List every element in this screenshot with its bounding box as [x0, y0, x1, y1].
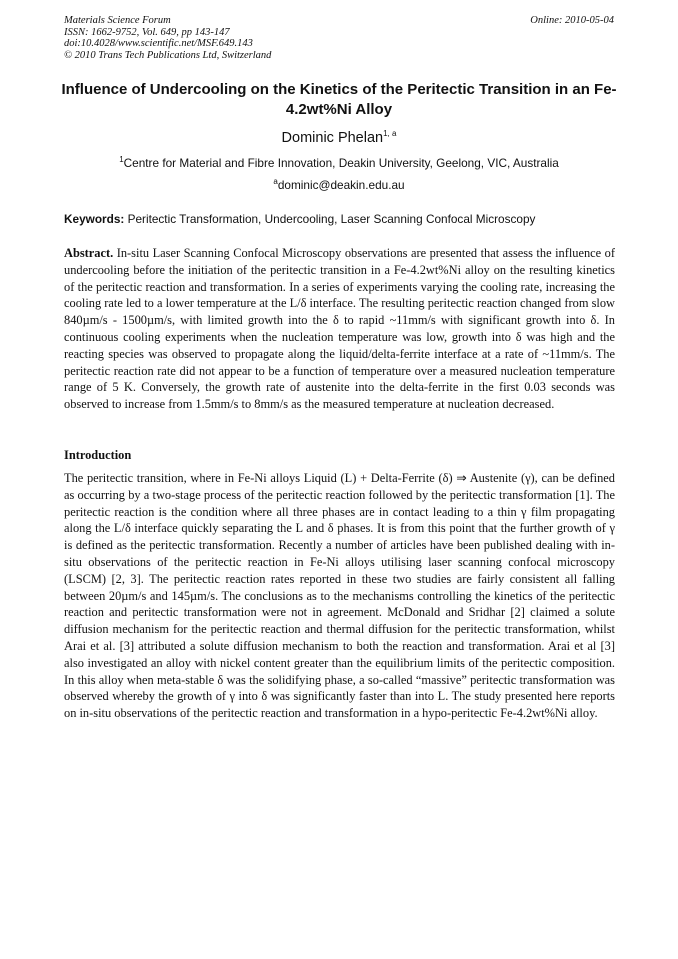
keywords-text: Peritectic Transformation, Undercooling, Laser Scanning Confocal Microscopy [127, 212, 536, 226]
online-date: Online: 2010-05-04 [530, 15, 614, 26]
journal-header [64, 15, 271, 61]
email-line [0, 178, 678, 193]
keywords-label: Keywords: [64, 212, 125, 226]
doi-line: doi:10.4028/www.scientific.net/MSF.649.143 [64, 38, 253, 49]
journal-name: Materials Science Forum [64, 15, 171, 26]
affiliation-line [0, 156, 678, 171]
paper-title: Influence of Undercooling on the Kinetics of the Peritectic Transition in an Fe-4.2wt%Ni Alloy [61, 81, 617, 118]
keywords-line [64, 212, 616, 227]
author-name: Dominic Phelan [281, 130, 384, 146]
affiliation-text: Centre for Material and Fibre Innovation, Deakin University, Geelong, VIC, Australia [123, 156, 559, 170]
affiliation-superscript: 1 [119, 155, 124, 165]
author-line [0, 129, 678, 147]
abstract-paragraph [64, 245, 615, 413]
introduction-paragraph: The peritectic transition, where in Fe-Ni alloys Liquid (L) + Delta-Ferrite (δ) ⇒ Austenite (γ), can be defined as occurring by a two-stage process of the peritectic reaction followed by the peritectic transformation [1]. The peritectic reaction is the condition where all three phases are in contact leading to a thin γ film propagating along the L/δ interface quickly separating the L and δ phases. It is from this point that the further growth of γ is defined as the peritectic transformation. Recently a number of articles have been published dealing with in-situ observations of the peritectic reaction in Fe-Ni alloys utilising laser scanning confocal microscopy (LSCM) [2, 3]. The peritectic reaction rates reported in these two studies are fairly consistent all falling between 20µm/s and 145µm/s. The conclusions as to the mechanisms controlling the kinetics of the peritectic reaction and peritectic transformation were not in agreement. McDonald and Sridhar [2] claimed a solute diffusion mechanism for the peritectic reaction and thermal diffusion for the peritectic transformation, whilst Arai et al. [3] attributed a solute diffusion mechanism to both the reaction and transformation. Arai et al [3] also investigated an alloy with nickel content greater than the equilibrium limits of the peritectic composition. In this alloy when meta-stable δ was the solidifying phase, a so-called “massive” peritectic transformation was observed whereby the growth of γ into δ was significantly faster than into L. The study presented here reports on in-situ observations of the peritectic reaction and transformation in a hypo-peritectic Fe-4.2wt%Ni alloy. [64, 471, 615, 721]
copyright-line: © 2010 Trans Tech Publications Ltd, Switzerland [64, 49, 272, 61]
abstract-text: In-situ Laser Scanning Confocal Microscopy observations are presented that assess the influence of undercooling before the initiation of the peritectic transition in a Fe-4.2wt%Ni alloy on the resulting kinetics of the peritectic reaction and transformation. In a series of experiments varying the cooling rate, increasing the cooling rate led to a lower temperature at the L/δ interface. The resulting peritectic reaction changed from slow 840µm/s - 1500µm/s, with limited growth into the δ to rapid ~11mm/s with significant growth into δ. In continuous cooling experiments when the nucleation temperature was low, growth into δ was high and the reacting species was observed to propagate along the liquid/delta-ferrite interface at a rate of ~11mm/s. The peritectic reaction rate did not appear to be a function of temperature over a measured nucleation temperature range of 5 K. Conversely, the growth rate of austenite into the delta-ferrite in the first 0.03 seconds was observed to increase from 1.5mm/s to 8mm/s as the measured temperature at nucleation decreased. [64, 246, 615, 412]
issn-line: ISSN: 1662-9752, Vol. 649, pp 143-147 [64, 26, 230, 38]
author-email: dominic@deakin.edu.au [277, 178, 405, 192]
author-superscript: 1, a [383, 129, 397, 139]
section-heading-introduction: Introduction [64, 448, 132, 462]
abstract-label: Abstract. [64, 246, 114, 260]
email-superscript: a [273, 177, 278, 187]
